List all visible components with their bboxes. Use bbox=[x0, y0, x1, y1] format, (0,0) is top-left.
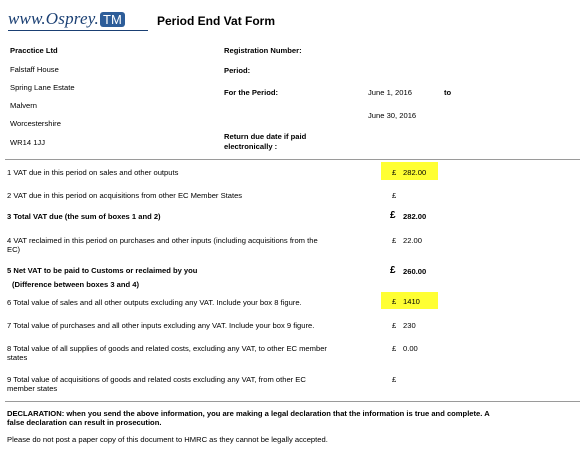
box2-label: 2 VAT due in this period on acquisitions from other EC Member States bbox=[7, 191, 243, 200]
box6-label: 6 Total value of sales and all other outputs excluding any VAT. Include your box 8 figure. bbox=[7, 298, 302, 307]
box7-value: 230 bbox=[403, 321, 416, 330]
box5-label-1: 5 Net VAT to be paid to Customs or reclaimed by you bbox=[7, 266, 198, 275]
box3-currency: £ bbox=[390, 210, 396, 221]
box5-currency: £ bbox=[390, 265, 396, 276]
box1-currency: £ bbox=[392, 168, 397, 177]
declaration-line-1 bbox=[7, 409, 490, 418]
osprey-logo bbox=[8, 9, 148, 31]
box8-value: 0.00 bbox=[403, 344, 418, 353]
for-period-label: For the Period: bbox=[224, 88, 279, 97]
box5-label-2: (Difference between boxes 3 and 4) bbox=[12, 280, 140, 289]
address-line-5: WR14 1JJ bbox=[10, 138, 46, 147]
company-name: Pracctice Ltd bbox=[10, 46, 58, 55]
address-line-2: Spring Lane Estate bbox=[10, 83, 75, 92]
return-due-label-2: electronically : bbox=[224, 142, 278, 151]
box6-currency: £ bbox=[392, 297, 397, 306]
box2-currency: £ bbox=[392, 191, 397, 200]
address-line-3: Malvern bbox=[10, 101, 38, 110]
box3-label: 3 Total VAT due (the sum of boxes 1 and 2) bbox=[7, 212, 161, 221]
box1-value: 282.00 bbox=[403, 168, 427, 177]
period-label: Period: bbox=[224, 66, 251, 75]
box7-currency: £ bbox=[392, 321, 397, 330]
box3-value: 282.00 bbox=[403, 212, 427, 221]
box8-label-2: states bbox=[7, 353, 28, 362]
box1-label: 1 VAT due in this period on sales and other outputs bbox=[7, 168, 179, 177]
period-to: June 30, 2016 bbox=[368, 111, 417, 120]
declaration-text-2: false declaration can result in prosecution. bbox=[7, 418, 162, 427]
divider-bottom bbox=[5, 401, 580, 402]
period-from: June 1, 2016 bbox=[368, 88, 412, 97]
box4-label-1: 4 VAT reclaimed in this period on purchases and other inputs (including acquisitions from the bbox=[7, 236, 318, 245]
logo-underline bbox=[8, 30, 148, 31]
page-title: Period End Vat Form bbox=[157, 14, 276, 28]
box4-currency: £ bbox=[392, 236, 397, 245]
address-line-4: Worcestershire bbox=[10, 119, 61, 128]
declaration-text-1: when you send the above information, you are making a legal declaration that the information is true and complete. A bbox=[64, 409, 490, 418]
declaration-heading: DECLARATION: bbox=[7, 409, 65, 418]
box5-value: 260.00 bbox=[403, 267, 427, 276]
return-due-label-1: Return due date if paid bbox=[224, 132, 307, 141]
box4-label-2: EC) bbox=[7, 245, 21, 254]
box9-label-2: member states bbox=[7, 384, 58, 393]
divider-top bbox=[5, 159, 580, 160]
period-to-label: to bbox=[444, 88, 452, 97]
box9-currency: £ bbox=[392, 375, 397, 384]
box7-label: 7 Total value of purchases and all other inputs excluding any VAT. Include your box 9 figure. bbox=[7, 321, 315, 330]
logo-tm-badge: TM bbox=[100, 12, 125, 27]
box9-label-1: 9 Total value of acquisitions of goods and related costs excluding any VAT, from other EC bbox=[7, 375, 306, 384]
address-line-1: Falstaff House bbox=[10, 65, 59, 74]
logo-text: www.Osprey. bbox=[8, 9, 99, 28]
registration-label: Registration Number: bbox=[224, 46, 302, 55]
box8-currency: £ bbox=[392, 344, 397, 353]
box6-value: 1410 bbox=[403, 297, 420, 306]
declaration-note: Please do not post a paper copy of this document to HMRC as they cannot be legally accepted. bbox=[7, 435, 328, 444]
box4-value: 22.00 bbox=[403, 236, 423, 245]
box8-label-1: 8 Total value of all supplies of goods and related costs, excluding any VAT, to other EC member bbox=[7, 344, 327, 353]
